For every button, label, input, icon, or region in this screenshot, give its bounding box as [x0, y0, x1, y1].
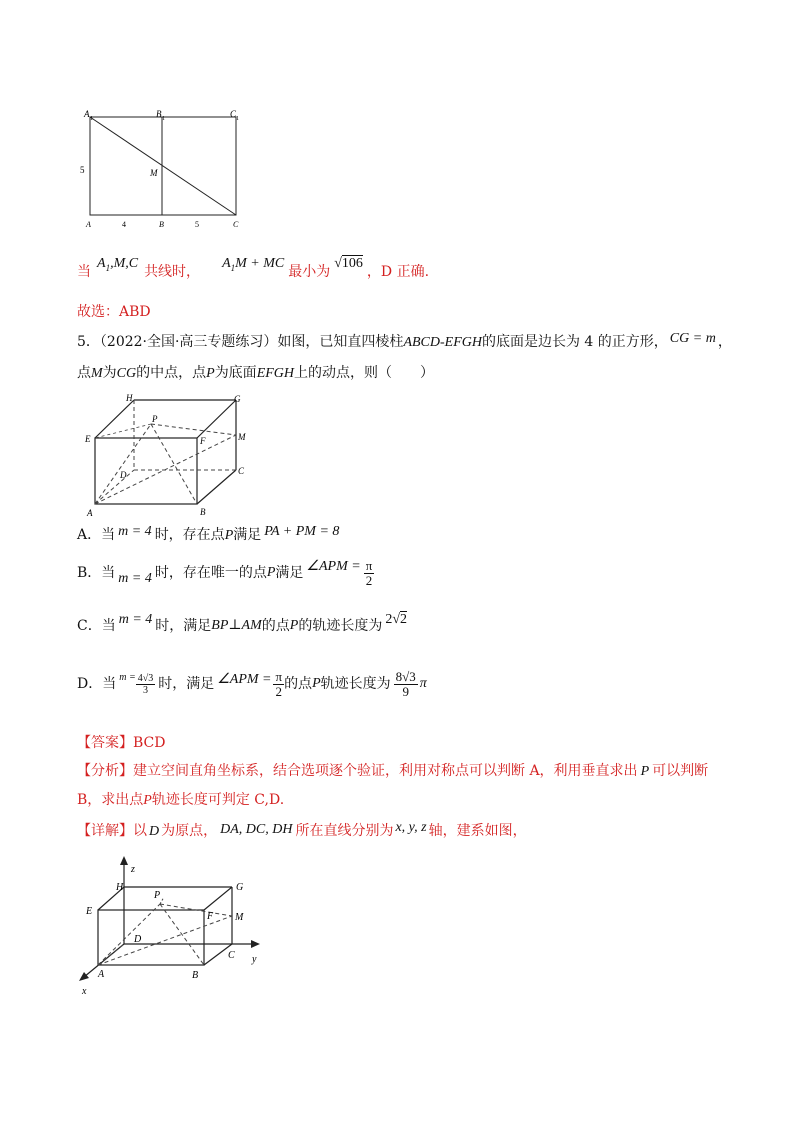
svg-text:P: P — [154, 890, 161, 901]
label-b: B — [159, 220, 164, 229]
coordinate-prism-diagram — [74, 852, 274, 1002]
choose-answer: 故选：ABD — [77, 304, 151, 320]
collinear-conclusion: 当 $A_1,M,C$ 共线时， $A_1M$ + MC 最小为 √106 ，D 正确. — [77, 256, 430, 280]
detail-line: 【详解】以 D 为原点， DA, DC, DH 所在直线分别为 x, y, z 轴，建系如图， — [77, 820, 527, 839]
label-b1: B — [156, 109, 162, 119]
side-length-5: 5 — [80, 165, 85, 175]
svg-text:C: C — [228, 950, 235, 961]
svg-text:1: 1 — [236, 116, 239, 122]
option-b: B．当 m = 4 时，存在唯一的点 P 满足 ∠APM = $\frac{\pi}{2}$ — [77, 557, 373, 588]
label-c: C — [233, 220, 239, 229]
svg-text:1: 1 — [90, 116, 93, 122]
svg-text:F: F — [200, 436, 206, 446]
bottom-length-5: 5 — [195, 220, 199, 229]
svg-text:M: M — [235, 912, 244, 923]
svg-text:G: G — [234, 394, 241, 404]
svg-text:y: y — [252, 954, 257, 965]
svg-text:D: D — [134, 934, 142, 945]
svg-text:B: B — [200, 507, 206, 517]
svg-text:C: C — [238, 466, 245, 476]
svg-text:E: E — [86, 906, 93, 917]
svg-text:B: B — [192, 970, 199, 981]
svg-text:H: H — [116, 882, 124, 893]
unfolded-rectangle-diagram — [70, 105, 260, 235]
svg-text:M: M — [238, 432, 246, 442]
svg-text:1: 1 — [162, 116, 165, 122]
svg-text:F: F — [207, 911, 214, 922]
option-d: D．当 m = $\frac{4√3}{3}$ 时，满足 ∠APM = $\frac{\pi}{2}$ 的点 P 轨迹长度为 $\frac{8√3}{9}$ π — [77, 668, 427, 699]
analysis-line-2: B，求出点P轨迹长度可判定 C,D. — [77, 792, 285, 808]
question-5-line-2: 点M为CG的中点，点P为底面EFGH上的动点，则（ ） — [77, 365, 435, 381]
svg-text:G: G — [236, 882, 244, 893]
svg-text:z: z — [131, 864, 135, 875]
label-c1: C — [230, 109, 237, 119]
label-m: M — [150, 168, 158, 178]
svg-text:A: A — [98, 969, 105, 980]
analysis-line-1: 【分析】建立空间直角坐标系，结合选项逐个验证，利用对称点可以判断 A，利用垂直求出 P 可以判断 — [77, 763, 709, 779]
bottom-length-4: 4 — [122, 220, 126, 229]
option-a: A．当 m = 4 时，存在点P满足 PA + PM = 8 — [77, 524, 340, 543]
svg-text:A: A — [87, 508, 93, 518]
prism-diagram — [82, 390, 262, 520]
answer-line: 【答案】BCD — [77, 735, 166, 751]
svg-text:H: H — [126, 393, 133, 403]
option-c: C．当 m = 4 时，满足 BP⊥AM 的点 P 的轨迹长度为 2√2 — [77, 612, 408, 634]
label-a: A — [86, 220, 91, 229]
svg-text:P: P — [152, 414, 158, 424]
label-a1: A — [84, 109, 90, 119]
svg-text:E: E — [85, 434, 91, 444]
svg-text:x: x — [82, 986, 87, 997]
svg-text:D: D — [120, 470, 127, 480]
question-5-line-1: 5．（2022·全国·高三专题练习）如图，已知直四棱柱ABCD-EFGH的底面是边长为 4 的正方形， CG = m ， — [77, 331, 732, 350]
